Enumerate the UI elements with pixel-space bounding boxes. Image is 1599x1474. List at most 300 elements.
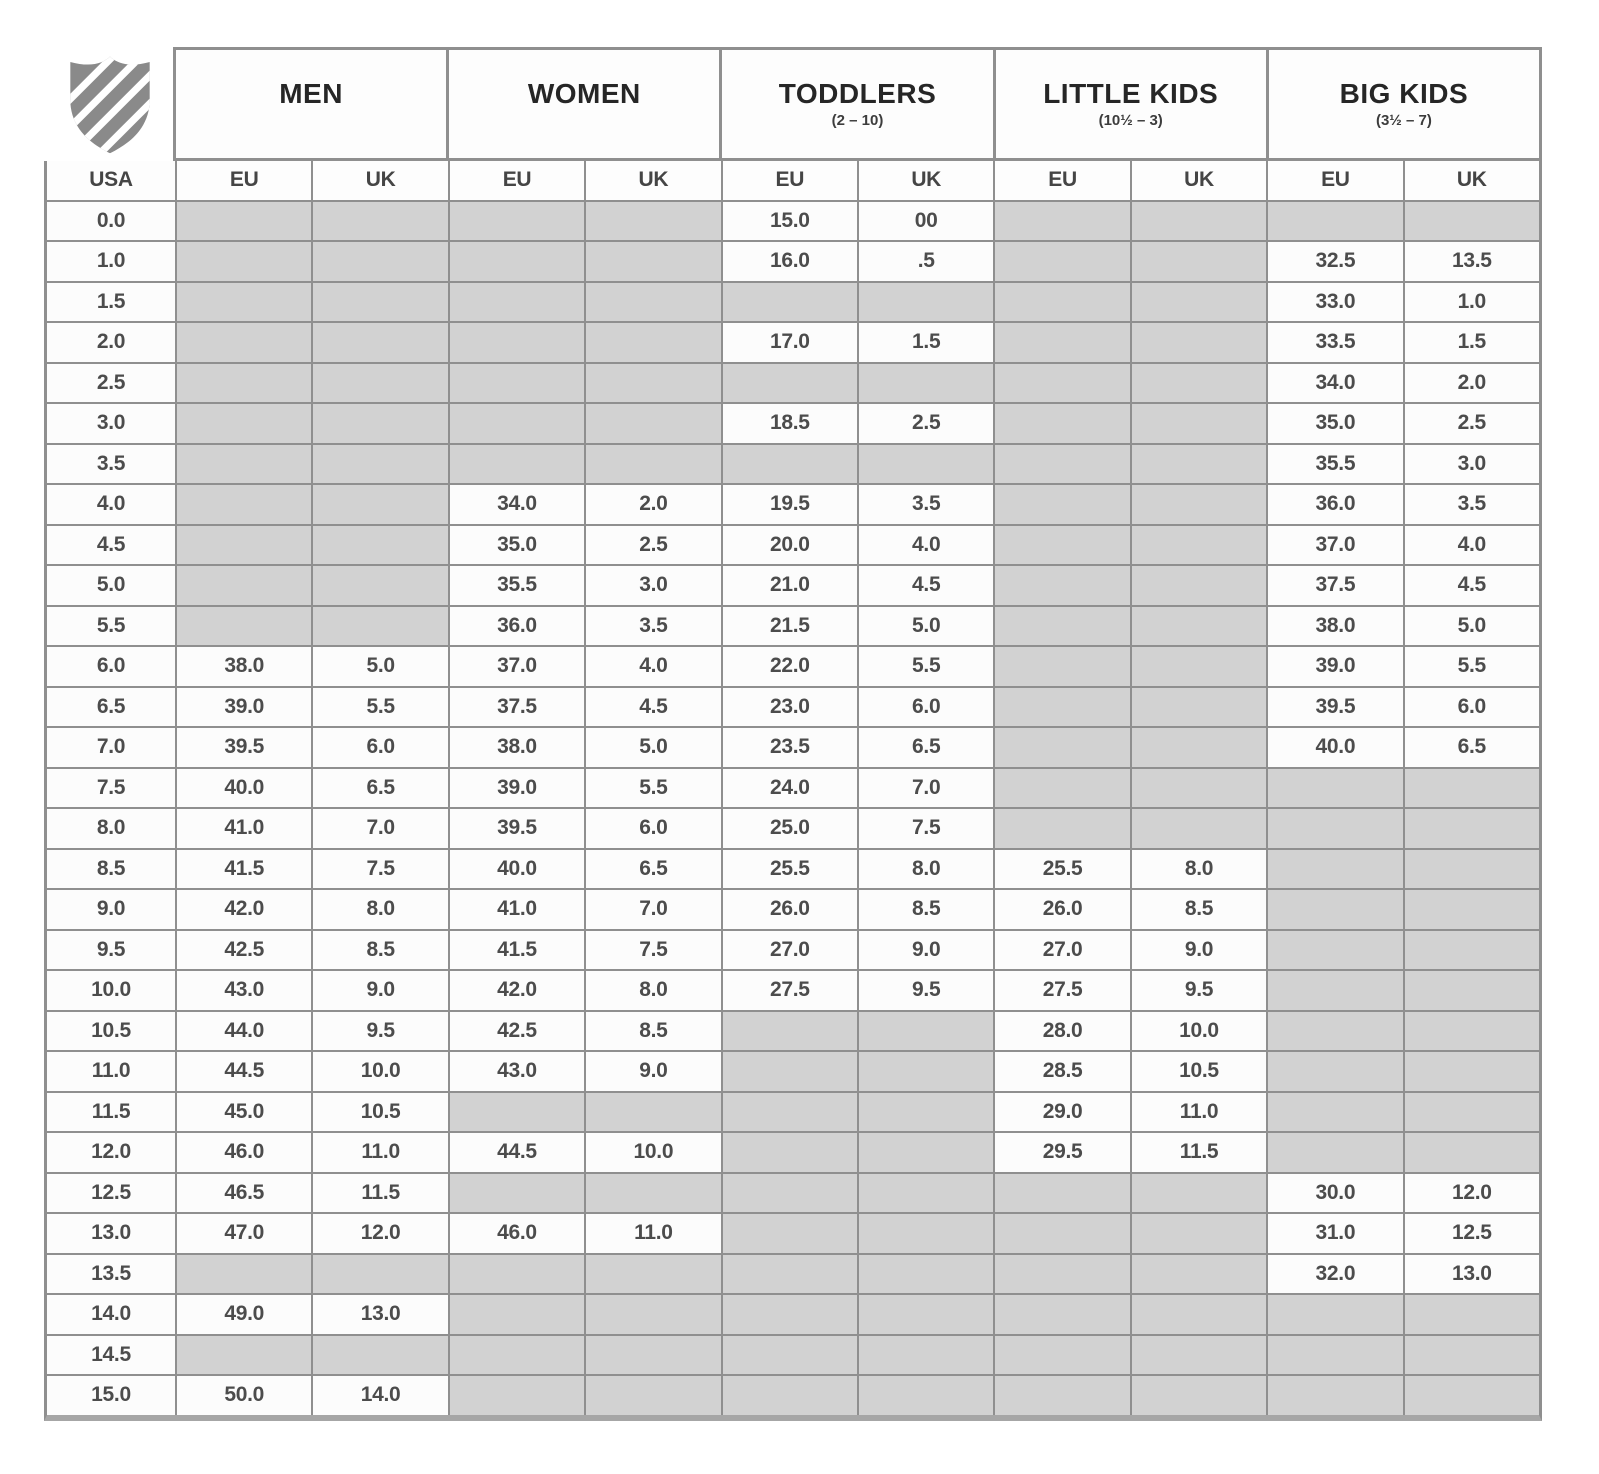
size-cell-women-uk: 3.5: [586, 607, 720, 646]
size-cell-usa: 6.5: [47, 688, 175, 727]
size-cell-toddlers-eu: [723, 1214, 857, 1253]
size-cell-toddlers-uk: [859, 1295, 993, 1334]
size-cell-toddlers-eu: 21.5: [723, 607, 857, 646]
size-cell-big-kids-eu: [1268, 850, 1402, 889]
size-cell-usa: 4.0: [47, 485, 175, 524]
size-cell-big-kids-uk: [1405, 1012, 1539, 1051]
size-cell-toddlers-uk: .5: [859, 242, 993, 281]
size-cell-big-kids-uk: 1.0: [1405, 283, 1539, 322]
size-cell-big-kids-eu: 38.0: [1268, 607, 1402, 646]
size-cell-big-kids-uk: 2.0: [1405, 364, 1539, 403]
size-cell-big-kids-eu: [1268, 809, 1402, 848]
size-cell-women-eu: 39.5: [450, 809, 584, 848]
size-cell-big-kids-uk: 3.5: [1405, 485, 1539, 524]
size-cell-men-uk: 11.5: [313, 1174, 447, 1213]
size-cell-men-uk: 10.5: [313, 1093, 447, 1132]
size-cell-little-kids-uk: 9.0: [1132, 931, 1266, 970]
size-cell-toddlers-eu: 25.0: [723, 809, 857, 848]
size-cell-little-kids-eu: 25.5: [995, 850, 1129, 889]
size-cell-women-uk: [586, 1174, 720, 1213]
size-cell-little-kids-uk: [1132, 445, 1266, 484]
size-cell-men-uk: 8.0: [313, 890, 447, 929]
size-cell-men-eu: 47.0: [177, 1214, 311, 1253]
size-cell-big-kids-uk: 13.0: [1405, 1255, 1539, 1294]
size-cell-men-uk: [313, 323, 447, 362]
size-cell-big-kids-eu: [1268, 1133, 1402, 1172]
size-cell-toddlers-eu: [723, 445, 857, 484]
group-header-little-kids: [993, 47, 1269, 161]
size-cell-women-uk: 11.0: [586, 1214, 720, 1253]
size-cell-toddlers-uk: 6.0: [859, 688, 993, 727]
size-cell-toddlers-uk: 2.5: [859, 404, 993, 443]
size-cell-toddlers-eu: [723, 283, 857, 322]
size-cell-little-kids-eu: 29.5: [995, 1133, 1129, 1172]
size-cell-big-kids-eu: 37.5: [1268, 566, 1402, 605]
group-header-big-kids: [1266, 47, 1542, 161]
size-cell-usa: 9.0: [47, 890, 175, 929]
size-cell-little-kids-uk: [1132, 1336, 1266, 1375]
group-header-men: [173, 47, 449, 161]
size-cell-toddlers-eu: 22.0: [723, 647, 857, 686]
size-cell-toddlers-uk: 4.5: [859, 566, 993, 605]
size-cell-usa: 10.0: [47, 971, 175, 1010]
size-cell-men-uk: 13.0: [313, 1295, 447, 1334]
size-cell-little-kids-eu: [995, 364, 1129, 403]
size-cell-women-eu: [450, 202, 584, 241]
size-cell-men-eu: 41.5: [177, 850, 311, 889]
size-cell-usa: 2.0: [47, 323, 175, 362]
size-cell-little-kids-eu: [995, 1214, 1129, 1253]
size-cell-women-eu: [450, 242, 584, 281]
size-cell-women-uk: [586, 404, 720, 443]
size-cell-little-kids-uk: [1132, 1174, 1266, 1213]
size-cell-men-uk: [313, 1336, 447, 1375]
size-cell-toddlers-eu: 17.0: [723, 323, 857, 362]
size-cell-little-kids-uk: [1132, 202, 1266, 241]
size-cell-little-kids-eu: 27.5: [995, 971, 1129, 1010]
size-cell-women-eu: 37.0: [450, 647, 584, 686]
size-cell-women-eu: 46.0: [450, 1214, 584, 1253]
size-cell-little-kids-eu: [995, 809, 1129, 848]
size-cell-big-kids-eu: [1268, 890, 1402, 929]
group-header-women: [446, 47, 722, 161]
size-cell-big-kids-eu: 35.5: [1268, 445, 1402, 484]
size-cell-little-kids-eu: [995, 688, 1129, 727]
size-cell-big-kids-uk: [1405, 1093, 1539, 1132]
size-cell-men-eu: 45.0: [177, 1093, 311, 1132]
col-header-eu: EU: [1268, 161, 1402, 200]
size-cell-men-eu: [177, 202, 311, 241]
size-cell-big-kids-uk: [1405, 890, 1539, 929]
size-cell-big-kids-eu: [1268, 769, 1402, 808]
size-cell-toddlers-uk: 00: [859, 202, 993, 241]
size-cell-toddlers-eu: 19.5: [723, 485, 857, 524]
size-cell-women-eu: [450, 364, 584, 403]
size-cell-little-kids-uk: [1132, 323, 1266, 362]
size-cell-men-eu: 46.0: [177, 1133, 311, 1172]
size-cell-women-uk: [586, 1376, 720, 1415]
size-cell-little-kids-eu: [995, 526, 1129, 565]
size-cell-men-eu: [177, 485, 311, 524]
size-cell-men-uk: [313, 1255, 447, 1294]
size-cell-little-kids-uk: [1132, 769, 1266, 808]
size-cell-toddlers-uk: 4.0: [859, 526, 993, 565]
size-cell-usa: 12.0: [47, 1133, 175, 1172]
size-cell-toddlers-eu: 18.5: [723, 404, 857, 443]
size-cell-big-kids-uk: 12.0: [1405, 1174, 1539, 1213]
size-cell-big-kids-uk: [1405, 971, 1539, 1010]
size-cell-men-eu: 43.0: [177, 971, 311, 1010]
size-cell-big-kids-eu: [1268, 1012, 1402, 1051]
size-cell-toddlers-eu: 27.5: [723, 971, 857, 1010]
size-cell-men-eu: 39.5: [177, 728, 311, 767]
size-cell-women-uk: 10.0: [586, 1133, 720, 1172]
size-cell-women-eu: 35.5: [450, 566, 584, 605]
size-cell-toddlers-uk: 5.0: [859, 607, 993, 646]
size-cell-women-eu: 41.5: [450, 931, 584, 970]
size-cell-women-eu: [450, 323, 584, 362]
size-cell-toddlers-uk: 1.5: [859, 323, 993, 362]
size-cell-big-kids-eu: [1268, 1052, 1402, 1091]
size-cell-little-kids-uk: [1132, 809, 1266, 848]
size-cell-toddlers-eu: [723, 1093, 857, 1132]
size-cell-men-uk: [313, 526, 447, 565]
size-cell-women-uk: 8.0: [586, 971, 720, 1010]
size-cell-little-kids-uk: [1132, 728, 1266, 767]
size-cell-toddlers-uk: 9.5: [859, 971, 993, 1010]
size-cell-women-uk: [586, 242, 720, 281]
size-cell-big-kids-eu: 40.0: [1268, 728, 1402, 767]
col-header-uk: UK: [1405, 161, 1539, 200]
col-header-uk: UK: [1132, 161, 1266, 200]
size-cell-big-kids-uk: [1405, 202, 1539, 241]
size-cell-women-uk: [586, 323, 720, 362]
size-cell-women-eu: 37.5: [450, 688, 584, 727]
size-cell-little-kids-eu: 28.5: [995, 1052, 1129, 1091]
size-cell-toddlers-eu: 25.5: [723, 850, 857, 889]
size-cell-little-kids-eu: [995, 323, 1129, 362]
size-cell-usa: 14.0: [47, 1295, 175, 1334]
size-cell-little-kids-uk: 11.0: [1132, 1093, 1266, 1132]
group-subtitle: (3½ – 7): [1375, 111, 1432, 129]
size-cell-toddlers-uk: [859, 1012, 993, 1051]
size-cell-little-kids-uk: 9.5: [1132, 971, 1266, 1010]
size-cell-big-kids-eu: 33.5: [1268, 323, 1402, 362]
size-cell-toddlers-uk: [859, 1376, 993, 1415]
size-cell-men-uk: 7.5: [313, 850, 447, 889]
size-cell-women-eu: 40.0: [450, 850, 584, 889]
size-cell-usa: 3.0: [47, 404, 175, 443]
size-cell-little-kids-eu: [995, 1295, 1129, 1334]
size-cell-men-eu: 38.0: [177, 647, 311, 686]
size-cell-big-kids-eu: 32.5: [1268, 242, 1402, 281]
size-cell-toddlers-eu: 16.0: [723, 242, 857, 281]
size-cell-little-kids-eu: [995, 1255, 1129, 1294]
col-header-eu: EU: [723, 161, 857, 200]
size-cell-toddlers-eu: 21.0: [723, 566, 857, 605]
size-cell-men-eu: [177, 1336, 311, 1375]
size-cell-usa: 1.0: [47, 242, 175, 281]
size-cell-men-uk: 5.5: [313, 688, 447, 727]
size-cell-usa: 13.5: [47, 1255, 175, 1294]
size-cell-men-uk: 9.5: [313, 1012, 447, 1051]
size-cell-men-eu: [177, 566, 311, 605]
size-cell-women-eu: [450, 404, 584, 443]
size-cell-women-uk: 2.5: [586, 526, 720, 565]
size-cell-little-kids-eu: [995, 283, 1129, 322]
col-header-usa: USA: [47, 161, 175, 200]
size-cell-little-kids-uk: 8.5: [1132, 890, 1266, 929]
size-cell-toddlers-uk: [859, 1133, 993, 1172]
size-cell-big-kids-uk: 3.0: [1405, 445, 1539, 484]
size-cell-usa: 7.0: [47, 728, 175, 767]
size-cell-little-kids-eu: [995, 202, 1129, 241]
size-cell-men-uk: 11.0: [313, 1133, 447, 1172]
size-cell-women-uk: 6.5: [586, 850, 720, 889]
size-cell-men-eu: 42.0: [177, 890, 311, 929]
size-cell-men-uk: 9.0: [313, 971, 447, 1010]
size-cell-big-kids-uk: [1405, 1133, 1539, 1172]
size-cell-men-uk: [313, 566, 447, 605]
size-cell-men-eu: [177, 364, 311, 403]
size-cell-big-kids-uk: 6.5: [1405, 728, 1539, 767]
size-cell-toddlers-eu: [723, 364, 857, 403]
size-cell-little-kids-uk: [1132, 526, 1266, 565]
size-cell-men-eu: [177, 283, 311, 322]
size-cell-little-kids-uk: [1132, 242, 1266, 281]
size-cell-usa: 11.0: [47, 1052, 175, 1091]
size-cell-usa: 13.0: [47, 1214, 175, 1253]
size-cell-women-eu: 38.0: [450, 728, 584, 767]
size-cell-usa: 5.0: [47, 566, 175, 605]
size-cell-usa: 12.5: [47, 1174, 175, 1213]
size-cell-little-kids-eu: [995, 607, 1129, 646]
size-cell-men-eu: 49.0: [177, 1295, 311, 1334]
size-cell-usa: 6.0: [47, 647, 175, 686]
size-cell-men-eu: [177, 1255, 311, 1294]
size-cell-men-uk: [313, 202, 447, 241]
size-cell-toddlers-uk: 3.5: [859, 485, 993, 524]
size-cell-toddlers-eu: 23.5: [723, 728, 857, 767]
group-title: BIG KIDS: [1339, 78, 1469, 110]
size-cell-big-kids-uk: 4.5: [1405, 566, 1539, 605]
size-cell-men-eu: 39.0: [177, 688, 311, 727]
size-cell-big-kids-eu: 32.0: [1268, 1255, 1402, 1294]
size-cell-women-uk: 8.5: [586, 1012, 720, 1051]
size-cell-big-kids-uk: 2.5: [1405, 404, 1539, 443]
size-cell-women-uk: 2.0: [586, 485, 720, 524]
size-cell-big-kids-uk: 12.5: [1405, 1214, 1539, 1253]
size-cell-big-kids-eu: 30.0: [1268, 1174, 1402, 1213]
size-cell-women-uk: [586, 1336, 720, 1375]
size-cell-women-uk: 5.0: [586, 728, 720, 767]
size-cell-big-kids-eu: [1268, 1376, 1402, 1415]
size-cell-big-kids-eu: 31.0: [1268, 1214, 1402, 1253]
size-cell-big-kids-eu: [1268, 971, 1402, 1010]
k-swiss-shield-icon: [64, 52, 156, 156]
size-cell-toddlers-eu: 26.0: [723, 890, 857, 929]
size-cell-toddlers-eu: [723, 1052, 857, 1091]
size-cell-women-eu: 42.5: [450, 1012, 584, 1051]
size-cell-toddlers-uk: [859, 1052, 993, 1091]
size-cell-women-uk: 6.0: [586, 809, 720, 848]
size-cell-big-kids-eu: 35.0: [1268, 404, 1402, 443]
size-cell-toddlers-eu: [723, 1295, 857, 1334]
size-cell-big-kids-uk: [1405, 931, 1539, 970]
group-subtitle: (2 – 10): [831, 111, 884, 129]
size-cell-little-kids-uk: [1132, 1295, 1266, 1334]
size-cell-toddlers-uk: [859, 364, 993, 403]
size-cell-big-kids-uk: 5.5: [1405, 647, 1539, 686]
size-cell-little-kids-uk: [1132, 1376, 1266, 1415]
size-cell-men-uk: 12.0: [313, 1214, 447, 1253]
size-cell-little-kids-uk: [1132, 283, 1266, 322]
size-cell-big-kids-uk: [1405, 1295, 1539, 1334]
size-cell-men-eu: [177, 323, 311, 362]
size-cell-toddlers-uk: 6.5: [859, 728, 993, 767]
size-cell-men-eu: [177, 242, 311, 281]
size-cell-women-eu: 41.0: [450, 890, 584, 929]
size-cell-little-kids-eu: [995, 1336, 1129, 1375]
size-cell-men-uk: 5.0: [313, 647, 447, 686]
size-cell-toddlers-eu: [723, 1376, 857, 1415]
size-cell-big-kids-eu: [1268, 1093, 1402, 1132]
size-cell-men-uk: 6.5: [313, 769, 447, 808]
size-cell-toddlers-uk: 9.0: [859, 931, 993, 970]
size-cell-women-eu: 36.0: [450, 607, 584, 646]
size-cell-little-kids-uk: 8.0: [1132, 850, 1266, 889]
size-cell-big-kids-eu: [1268, 1336, 1402, 1375]
size-cell-big-kids-uk: 4.0: [1405, 526, 1539, 565]
size-cell-men-uk: [313, 242, 447, 281]
size-cell-men-eu: 42.5: [177, 931, 311, 970]
size-cell-men-eu: 46.5: [177, 1174, 311, 1213]
size-cell-toddlers-eu: [723, 1174, 857, 1213]
size-cell-big-kids-uk: [1405, 1336, 1539, 1375]
size-cell-men-eu: [177, 526, 311, 565]
size-cell-little-kids-uk: 10.5: [1132, 1052, 1266, 1091]
size-cell-toddlers-uk: [859, 1336, 993, 1375]
col-header-uk: UK: [313, 161, 447, 200]
size-cell-women-uk: [586, 1295, 720, 1334]
size-cell-little-kids-eu: [995, 242, 1129, 281]
size-cell-women-uk: [586, 283, 720, 322]
size-cell-toddlers-uk: 7.5: [859, 809, 993, 848]
size-cell-big-kids-uk: [1405, 769, 1539, 808]
size-cell-toddlers-uk: [859, 1174, 993, 1213]
size-cell-men-uk: [313, 283, 447, 322]
size-cell-little-kids-eu: [995, 404, 1129, 443]
size-cell-big-kids-uk: 13.5: [1405, 242, 1539, 281]
size-cell-big-kids-eu: 34.0: [1268, 364, 1402, 403]
size-cell-men-uk: 6.0: [313, 728, 447, 767]
size-cell-women-uk: 9.0: [586, 1052, 720, 1091]
size-cell-little-kids-eu: 28.0: [995, 1012, 1129, 1051]
size-cell-little-kids-eu: [995, 1376, 1129, 1415]
size-cell-men-uk: [313, 607, 447, 646]
size-cell-big-kids-eu: [1268, 931, 1402, 970]
group-title: TODDLERS: [778, 78, 937, 110]
size-cell-toddlers-eu: [723, 1133, 857, 1172]
size-cell-usa: 2.5: [47, 364, 175, 403]
size-cell-little-kids-eu: [995, 445, 1129, 484]
size-cell-women-uk: 7.0: [586, 890, 720, 929]
size-cell-little-kids-eu: [995, 1174, 1129, 1213]
size-cell-big-kids-eu: 39.0: [1268, 647, 1402, 686]
size-cell-little-kids-uk: [1132, 566, 1266, 605]
size-cell-usa: 0.0: [47, 202, 175, 241]
size-cell-toddlers-uk: [859, 283, 993, 322]
size-cell-usa: 8.0: [47, 809, 175, 848]
size-cell-big-kids-eu: 36.0: [1268, 485, 1402, 524]
size-cell-toddlers-eu: [723, 1255, 857, 1294]
size-cell-women-eu: 43.0: [450, 1052, 584, 1091]
size-cell-men-eu: [177, 404, 311, 443]
size-cell-women-eu: 39.0: [450, 769, 584, 808]
size-cell-big-kids-eu: 33.0: [1268, 283, 1402, 322]
size-cell-men-eu: [177, 445, 311, 484]
size-cell-men-uk: [313, 445, 447, 484]
size-cell-women-uk: 4.0: [586, 647, 720, 686]
size-cell-toddlers-eu: 27.0: [723, 931, 857, 970]
size-cell-women-eu: [450, 1376, 584, 1415]
size-cell-little-kids-uk: [1132, 688, 1266, 727]
size-cell-little-kids-eu: 26.0: [995, 890, 1129, 929]
size-cell-little-kids-uk: [1132, 485, 1266, 524]
size-cell-toddlers-eu: 15.0: [723, 202, 857, 241]
size-cell-usa: 15.0: [47, 1376, 175, 1415]
size-chart: [44, 47, 1542, 1421]
size-cell-men-uk: 7.0: [313, 809, 447, 848]
size-cell-men-uk: 8.5: [313, 931, 447, 970]
size-cell-usa: 9.5: [47, 931, 175, 970]
size-cell-women-eu: [450, 1336, 584, 1375]
col-header-uk: UK: [859, 161, 993, 200]
size-cell-women-uk: 7.5: [586, 931, 720, 970]
size-cell-women-uk: [586, 364, 720, 403]
size-cell-toddlers-eu: [723, 1336, 857, 1375]
size-cell-big-kids-eu: [1268, 202, 1402, 241]
size-cell-men-uk: [313, 485, 447, 524]
size-grid: [44, 158, 1542, 1421]
size-cell-usa: 3.5: [47, 445, 175, 484]
size-cell-little-kids-uk: [1132, 1255, 1266, 1294]
size-cell-toddlers-eu: 24.0: [723, 769, 857, 808]
size-cell-men-uk: [313, 364, 447, 403]
size-cell-little-kids-eu: 27.0: [995, 931, 1129, 970]
size-cell-toddlers-uk: [859, 1255, 993, 1294]
size-cell-big-kids-uk: 5.0: [1405, 607, 1539, 646]
size-cell-women-eu: [450, 1295, 584, 1334]
size-cell-men-eu: 50.0: [177, 1376, 311, 1415]
size-cell-men-uk: 14.0: [313, 1376, 447, 1415]
size-cell-little-kids-uk: [1132, 364, 1266, 403]
size-cell-big-kids-uk: 6.0: [1405, 688, 1539, 727]
size-cell-women-eu: 35.0: [450, 526, 584, 565]
group-header-toddlers: [719, 47, 995, 161]
size-cell-toddlers-eu: 20.0: [723, 526, 857, 565]
size-cell-little-kids-uk: 10.0: [1132, 1012, 1266, 1051]
size-cell-women-eu: [450, 1174, 584, 1213]
size-cell-big-kids-eu: [1268, 1295, 1402, 1334]
size-cell-toddlers-uk: [859, 445, 993, 484]
size-cell-usa: 4.5: [47, 526, 175, 565]
size-cell-usa: 11.5: [47, 1093, 175, 1132]
size-cell-little-kids-eu: [995, 647, 1129, 686]
size-cell-little-kids-eu: 29.0: [995, 1093, 1129, 1132]
size-cell-big-kids-eu: 37.0: [1268, 526, 1402, 565]
size-cell-toddlers-uk: [859, 1214, 993, 1253]
